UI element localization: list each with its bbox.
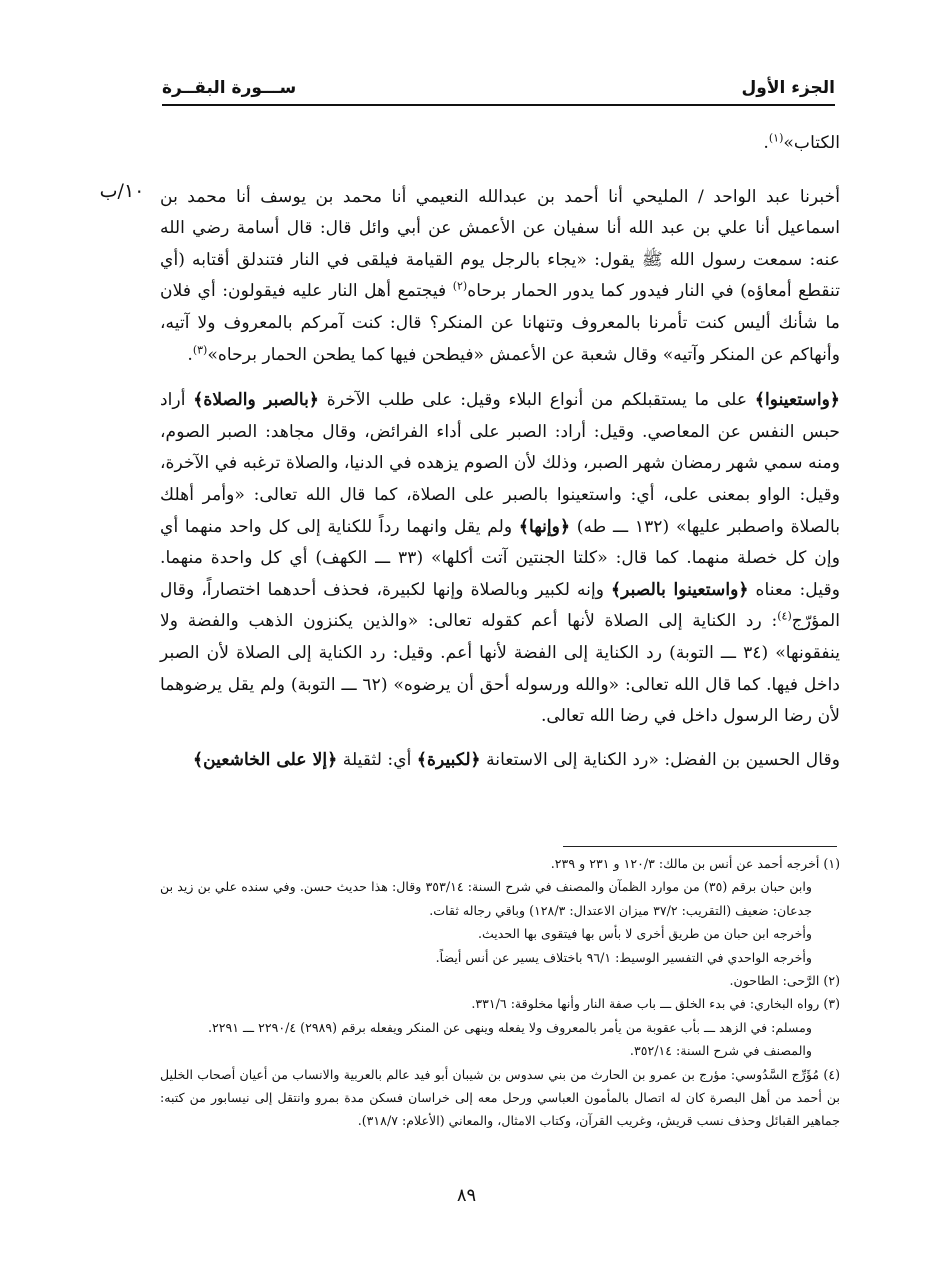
text-run: ولم يقل وانهما رداً للكناية إلى كل واحد منهما أي وإن كل خصلة منهما. كما قال: «كلتا الجنتين آتت أكلها» (٣٣ ـــ الكهف) أي كل واحدة منهما. وقيل: معناه [160, 516, 840, 600]
quran-quote: ﴿وإنها﴾ [518, 516, 571, 537]
footnote-line: (٢) الرَّحى: الطاحون. [729, 973, 840, 989]
footnote-ref: (٢) [452, 279, 468, 293]
surah-title: ســـورة البقــرة [162, 78, 297, 98]
quran-quote: ﴿واستعينوا﴾ [754, 390, 840, 411]
footnotes [160, 852, 840, 1133]
main-text [160, 128, 840, 776]
text-run: وإنه لكبير وبالصلاة وإنها لكبيرة، فحذف أحدهما اختصاراً، وقال المؤرّج [160, 579, 840, 632]
text-run: أخبرنا عبد الواحد / المليحي أنا أحمد بن عبدالله النعيمي أنا محمد بن يوسف أنا محمد بن اسماعيل أنا علي بن عبد الله أنا سفيان عن الأعمش عن أبي وائل قال: قال أسامة رضي الله عنه: سمعت رسول الله ﷺ يقول: «يجاء بالرجل يوم القيامة فيلقى في النار فتندلق أقتابه (أي تنقطع أمعاؤه) في النار فيدور كما يدور الحمار برحاه [160, 186, 841, 302]
footnote-line: وأخرجه ابن حبان من طريق أخرى لا بأس بها فيتقوى بها الحديث. [477, 926, 812, 942]
text-run: أراد حبس النفس عن المعاصي. وقيل: أراد: الصبر على أداء الفرائض، وقال مجاهد: الصبر الصوم، ومنه سمي شهر رمضان شهر الصبر، وذلك لأن الصوم يزهده في الدنيا، والصلاة ترغبه في الآخرة، وقيل: الواو بمعنى على، أي: واستعينوا بالصبر على الصلاة، كما قال الله تعالى: «وأمر أهلك بالصلاة واصطبر عليها» (١٣٢ ـــ طه) [160, 390, 840, 537]
manuscript-folio-note: ١٠/ب [99, 180, 145, 202]
juz-title: الجزء الأول [741, 78, 835, 98]
text-run: : رد الكناية إلى الصلاة لأنها أعم كقوله تعالى: «والذين يكنزون الذهب والفضة ولا ينفقونها» (٣٤ ـــ التوبة) رد الكناية إلى الفضة لأنها أعم. وقيل: رد الكناية إلى الصلاة لأن الصبر داخل فيها. كما قال الله تعالى: «والله ورسوله أحق أن يرضوه» (٦٢ ـــ التوبة) ولم يقل يرضوهما لأن رضا الرسول داخل في رضا الله تعالى. [160, 611, 841, 727]
footnote-rule [563, 846, 837, 847]
text-run: فيجتمع أهل النار عليه فيقولون: أي فلان ما شأنك أليس كنت تأمرنا بالمعروف وتنهانا عن المنكر؟ قال: كنت آمركم بالمعروف ولا آتيه، وأنهاكم عن المنكر وآتيه» وقال شعبة عن الأعمش «فيطحن فيها كما يطحن الحمار برحاه» [160, 281, 840, 365]
quran-quote: ﴿بالصبر والصلاة﴾ [193, 390, 319, 411]
footnote-ref: (١) [768, 131, 784, 145]
text-run: وقال الحسين بن الفضل: «رد الكناية إلى الاستعانة [480, 749, 840, 770]
paragraph [160, 385, 840, 733]
quran-quote: ﴿إلا على الخاشعين﴾ [193, 749, 338, 770]
footnote-line: وابن حبان برقم (٣٥) من موارد الظمآن والمصنف في شرح السنة: ٣٥٣/١٤ وقال: هذا حديث حسن. وفي سنده علي بن زيد بن جدعان: ضعيف (التقريب: ٣٧/٢ ميزان الاعتدال: ١٢٨/٣) وباقي رجاله ثقات. [160, 879, 813, 918]
text-run: . [763, 133, 769, 153]
footnote-line: (١) أخرجه أحمد عن أنس بن مالك: ١٢٠/٣ و ٢٣١ و ٢٣٩. [550, 856, 840, 871]
text-run: على ما يستقبلكم من أنواع البلاء وقيل: على طلب الآخرة [319, 390, 755, 411]
quran-quote: ﴿لكبيرة﴾ [416, 749, 481, 770]
footnote-line: (٣) رواه البخاري: في بدء الخلق ـــ باب صفة النار وأنها مخلوقة: ٣٣١/٦. [471, 996, 840, 1012]
footnote-line: (٤) مُؤَرِّج السَّدُوسي: مؤرج بن عمرو بن الحارث من بني سدوس بن شيبان أبو فيد عالم بالعربية والانساب من أعيان أصحاب الخليل بن أحمد من أهل البصرة كان له اتصال بالمأمون العباسي ورحل معه إلى خراسان فسكن مدة بمرو وانتقل إلى نيسابور من كتبه: جماهير القبائل وحذف نسب قريش، وغريب القرآن، وكتاب الامثال، والمعاني (الأعلام: ٣١٨/٧). [160, 1066, 840, 1129]
header-rule [162, 104, 835, 106]
quran-quote: ﴿واستعينوا بالصبر﴾ [611, 579, 749, 600]
paragraph [160, 182, 840, 372]
footnote-line: والمصنف في شرح السنة: ٣٥٢/١٤. [629, 1043, 812, 1059]
text-run: الكتاب» [783, 133, 840, 153]
footnote-line: ومسلم: في الزهد ـــ بأب عقوبة من يأمر بالمعروف ولا يفعله وينهى عن المنكر ويفعله برقم (٢٩٨٩) ٢٢٩٠/٤ ـــ ٢٢٩١. [207, 1019, 812, 1035]
text-run: . [187, 344, 193, 365]
paragraph [160, 745, 840, 777]
footnote-line: وأخرجه الواحدي في التفسير الوسيط: ٩٦/١ باختلاف يسير عن أنس أيضاً. [435, 949, 812, 965]
page-number: ٨٩ [456, 1185, 477, 1206]
paragraph [160, 128, 840, 160]
text-run: أي: لثقيلة [337, 749, 417, 770]
footnote-ref: (٤) [777, 609, 792, 623]
footnote-ref: (٣) [192, 342, 208, 356]
running-header [162, 72, 835, 106]
